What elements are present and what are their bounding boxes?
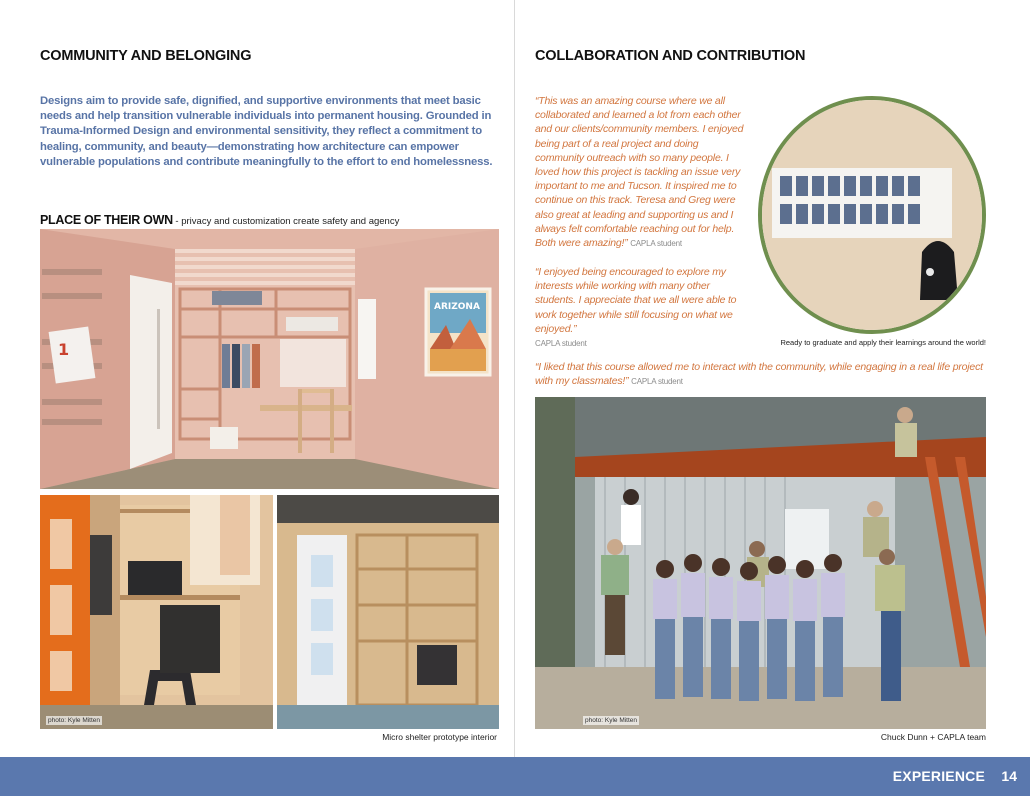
interior-render-image (40, 229, 499, 489)
shelter-photo-shelves-image (277, 495, 499, 729)
interior-render-photo (40, 229, 499, 489)
quote-1-text: “This was an amazing course where we all collaborated and learned a lot from each other and our clients/community members. I enjoyed being part of a real project and doing community outreach with so many people. I loved how this project is tackling an issue very important to me and Tucson. It inspired me to continue on this track. Teresa and Greg were also great at leading and supporting us and I always felt comfortable reaching out for help. Both were amazing!” (535, 95, 744, 250)
shelter-photo-door-image (40, 495, 273, 729)
circle-photo-display (758, 96, 986, 334)
left-caption: Micro shelter prototype interior (382, 732, 497, 742)
calendar-number: 1 (58, 340, 70, 359)
right-photo-credit: photo: Kyle Mitten (585, 717, 638, 724)
quote-3-attribution: CAPLA student (631, 377, 683, 387)
team-photo (535, 397, 986, 729)
quote-2-attribution: CAPLA student (535, 339, 587, 349)
right-heading: COLLABORATION AND CONTRIBUTION (535, 48, 806, 64)
circle-photo-image (762, 100, 982, 330)
left-heading: COMMUNITY AND BELONGING (40, 48, 252, 64)
subheading-rest: - privacy and customization create safety and agency (172, 216, 400, 227)
page-number: 14 (1001, 768, 1017, 784)
quote-2-text: “I enjoyed being encouraged to explore my interests while working with many other students. I appreciate that we all were able to work together while still focusing on what we enjoyed.” (535, 266, 737, 335)
quote-3-text: “I liked that this course allowed me to interact with the community, while engaging in a real life project with my classmates!” (535, 361, 983, 388)
quote-1 (535, 94, 750, 251)
quote-2 (535, 265, 750, 351)
circle-caption: Ready to graduate and apply their learnings around the world! (780, 338, 986, 347)
quote-3 (535, 360, 990, 389)
place-of-their-own-subheading (40, 213, 399, 227)
team-photo-image (535, 397, 986, 729)
page-divider (514, 0, 515, 757)
shelter-photo-door (40, 495, 273, 729)
quote-1-attribution: CAPLA student (630, 239, 682, 249)
left-photo-credit: photo: Kyle Mitten (48, 717, 101, 724)
intro-paragraph: Designs aim to provide safe, dignified, and supportive environments that meet basic needs and help transition vulnerable individuals into permanent housing. Grounded in Trauma-Informed Design and environmental sensitivity, they reflect a commitment to healing, community, and beauty—demonstrating how architecture can empower vulnerable populations and contribute meaningfully to the effort to end homelessness. (40, 95, 493, 168)
poster-text: ARIZONA (434, 302, 480, 312)
shelter-photo-shelves (277, 495, 499, 729)
subheading-bold: PLACE OF THEIR OWN (40, 213, 173, 227)
footer-bar (0, 757, 1030, 796)
footer-section-label: EXPERIENCE (892, 768, 985, 784)
right-caption: Chuck Dunn + CAPLA team (880, 732, 986, 742)
